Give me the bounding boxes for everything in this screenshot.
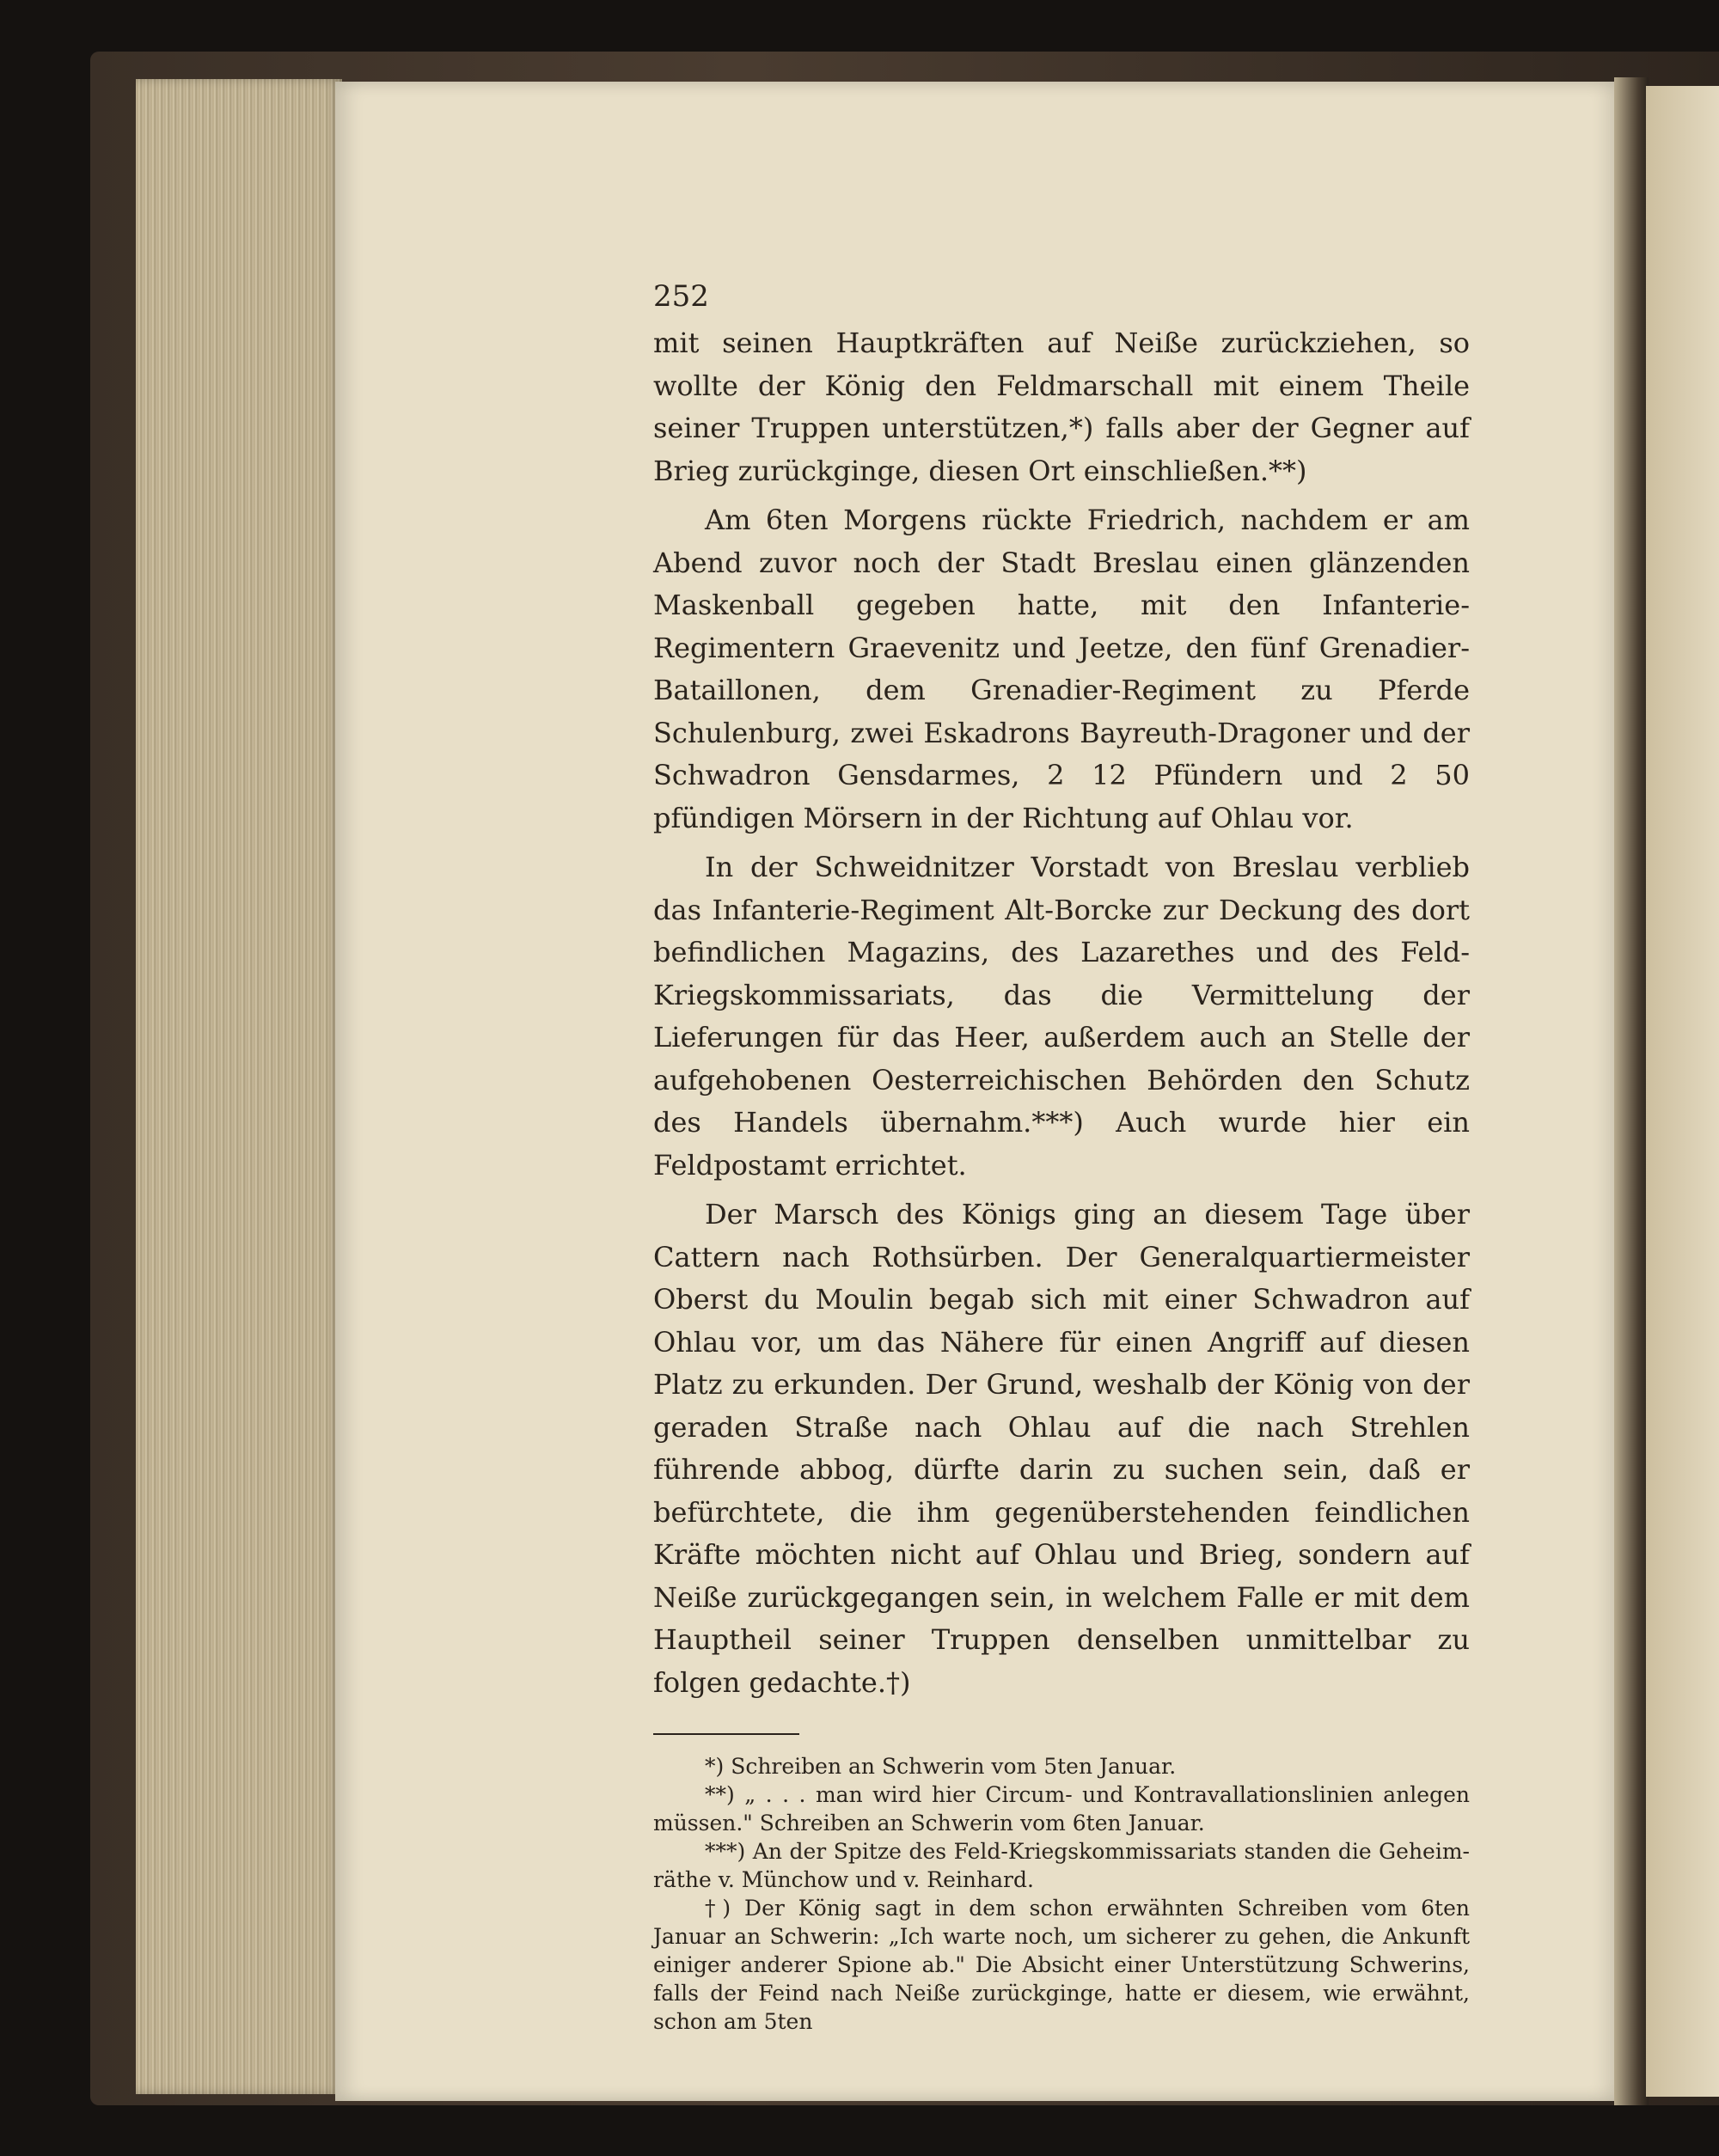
page-number: 252: [653, 279, 709, 314]
footnote-3: ***) An der Spitze des Feld-Kriegskommissariats standen die Geheimräthe v. Münchow und v. Reinhard.: [653, 1839, 1470, 1892]
paragraph-4: Der Marsch des Königs ging an diesem Tage über Cattern nach Rothsürben. Der Generalquartiermeister Oberst du Moulin begab sich mit einer Schwadron auf Ohlau vor, um das Nähere für einen Angriff auf diesen Platz zu erkunden. Der Grund, weshalb der König von der geraden Straße nach Ohlau auf die nach Strehlen führende abbog, dürfte darin zu suchen sein, daß er befürchtete, die ihm gegenüberstehenden feindlichen Kräfte möchten nicht auf Ohlau und Brieg, sondern auf Neiße zurückgegangen sein, in welchem Falle er mit dem Hauptheil seiner Truppen denselben unmittelbar zu folgen gedachte.†): [653, 1198, 1470, 1699]
footnote-separator: [653, 1733, 799, 1735]
footnote-1: *) Schreiben an Schwerin vom 5ten Januar.: [705, 1754, 1177, 1779]
paragraph-3: In der Schweidnitzer Vorstadt von Breslau verblieb das Infanterie-Regiment Alt-Borcke zur Deckung des dort befindlichen Magazins, des Lazarethes und des Feld-Kriegskommissariats, das die Vermittelung der Lieferungen für das Heer, außerdem auch an Stelle der aufgehobenen Oesterreichischen Behörden den Schutz des Handels übernahm.***) Auch wurde hier ein Feldpostamt errichtet.: [653, 851, 1470, 1182]
paragraph-1: mit seinen Hauptkräften auf Neiße zurückziehen, so wollte der König den Feldmarschall mit einem Theile seiner Truppen unterstützen,*) falls aber der Gegner auf Brieg zurückginge, diesen Ort einschließen.**): [653, 327, 1470, 487]
footnote-2: **) „ . . . man wird hier Circum- und Kontravallationslinien anlegen müssen." Schreiben an Schwerin vom 6ten Januar.: [653, 1782, 1470, 1835]
book-gutter: [1614, 77, 1649, 2105]
footnote-4: †) Der König sagt in dem schon erwähnten Schreiben vom 6ten Januar an Schwerin: „Ich warte noch, um sicherer zu gehen, die Ankunft einiger anderer Spione ab." Die Absicht einer Unterstützung Schwerins, falls der Feind nach Neiße zurückginge, hatte er diesem, wie erwähnt, schon am 5ten: [653, 1896, 1470, 2034]
page-content: [653, 279, 1470, 2036]
facing-page-edge: [1646, 86, 1719, 2097]
footnotes: [653, 1752, 1470, 2036]
paragraph-2: Am 6ten Morgens rückte Friedrich, nachdem er am Abend zuvor noch der Stadt Breslau einen glänzenden Maskenball gegeben hatte, mit den Infanterie-Regimentern Graevenitz und Jeetze, den fünf Grenadier-Bataillonen, dem Grenadier-Regiment zu Pferde Schulenburg, zwei Eskadrons Bayreuth-Dragoner und der Schwadron Gensdarmes, 2 12 Pfündern und 2 50 pfündigen Mörsern in der Richtung auf Ohlau vor.: [653, 504, 1470, 834]
page-edges: [136, 79, 342, 2094]
